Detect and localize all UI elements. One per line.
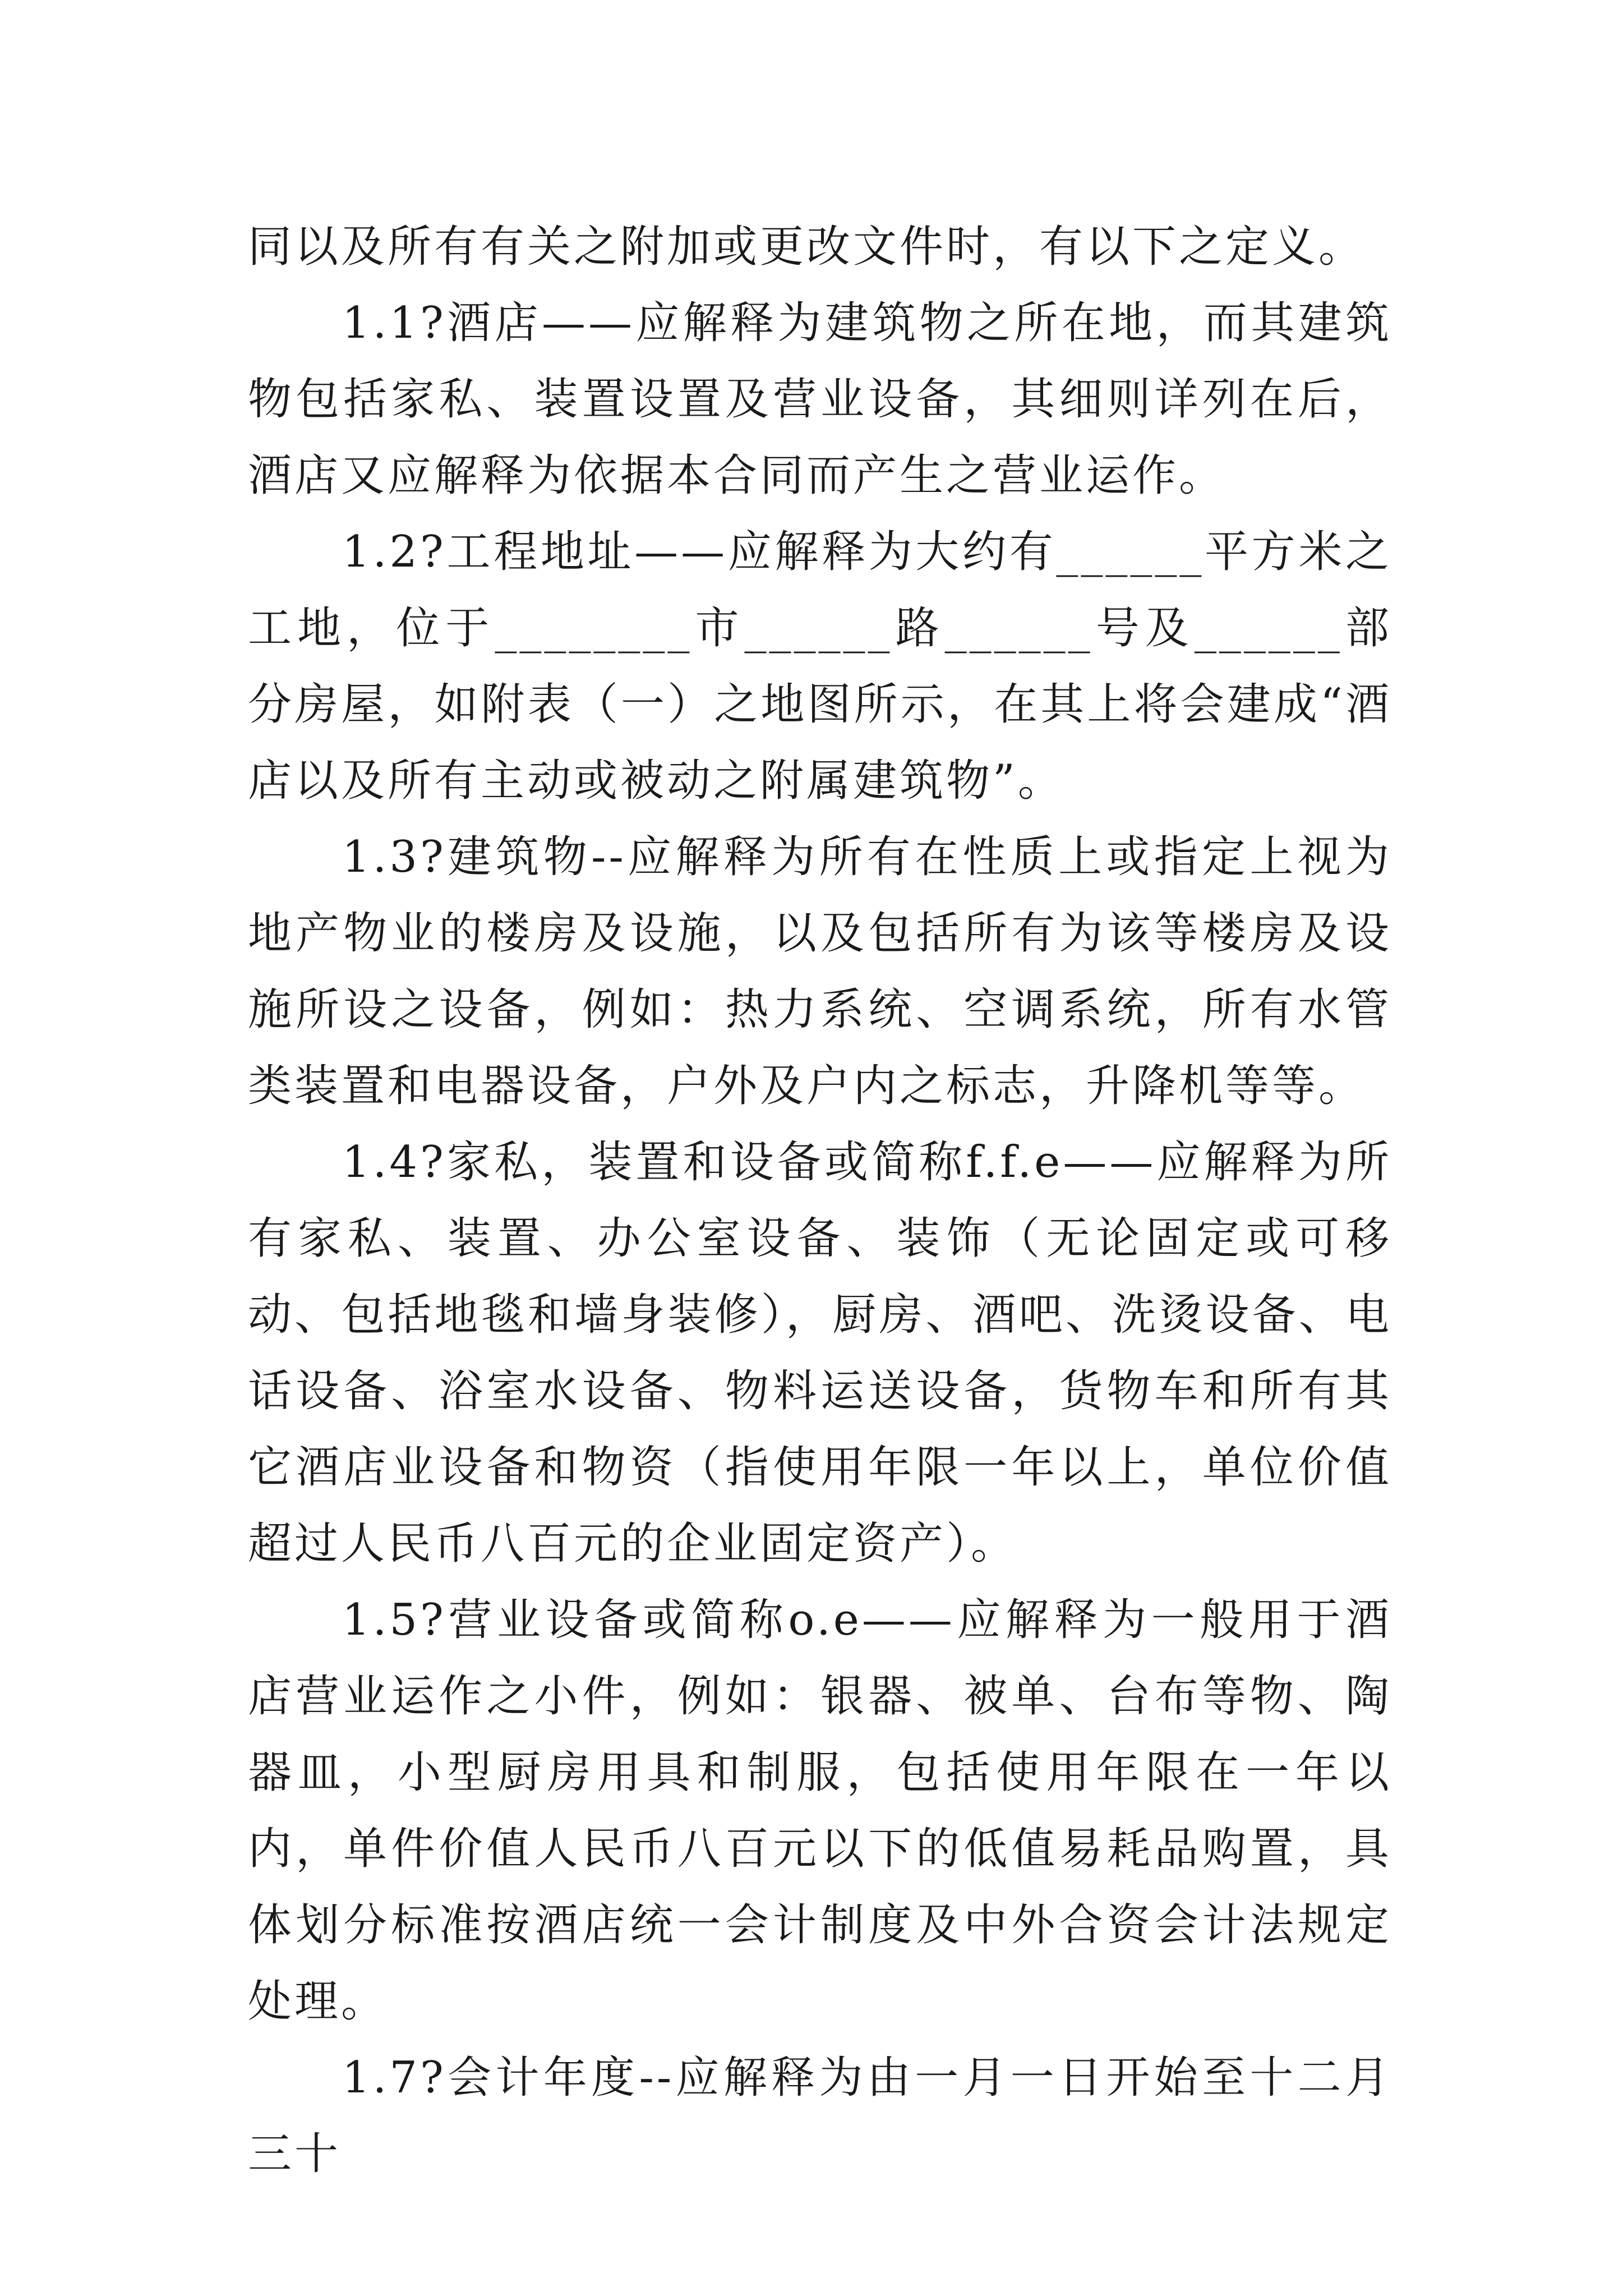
paragraph-1-7-fiscal-year: 1.7?会计年度--应解释为由一月一日开始至十二月三十 [248,2053,1392,2179]
paragraph-1-3-building: 1.3?建筑物--应解释为所有在性质上或指定上视为地产物业的楼房及设施，以及包括所有为该等楼房及设施所设之设备，例如：热力系统、空调系统，所有水管类装置和电器设备，户外及户内之标志，升降机等等。 [248,832,1392,1111]
paragraph-1-5-operating-equipment: 1.5?营业设备或简称o.e——应解释为一般用于酒店营业运作之小件，例如：银器、被单、台布等物、陶器皿，小型厨房用具和制服，包括使用年限在一年以内，单件价值人民币八百元以下的低值易耗品购置，具体划分标准按酒店统一会计制度及中外合资会计法规定处理。 [248,1595,1392,2027]
paragraph-1-2-site-address: 1.2?工程地址——应解释为大约有______平方米之工地，位于________市______路______号及______部分房屋，如附表（一）之地图所示，在其上将会建成“酒店以及所有主动或被动之附属建筑物”。 [248,527,1392,806]
paragraph-1-1-hotel: 1.1?酒店——应解释为建筑物之所在地，而其建筑物包括家私、装置设置及营业设备，其细则详列在后，酒店又应解释为依据本合同而产生之营业运作。 [248,298,1392,501]
paragraph-continuation: 同以及所有有关之附加或更改文件时，有以下之定义。 [248,222,1366,272]
contract-body-text [248,209,1392,2192]
paragraph-1-4-ffe: 1.4?家私，装置和设备或简称f.f.e——应解释为所有家私、装置、办公室设备、装饰（无论固定或可移动、包括地毯和墙身装修），厨房、酒吧、洗烫设备、电话设备、浴室水设备、物料运送设备，货物车和所有其它酒店业设备和物资（指使用年限一年以上，单位价值超过人民币八百元的企业固定资产）。 [248,1137,1392,1569]
